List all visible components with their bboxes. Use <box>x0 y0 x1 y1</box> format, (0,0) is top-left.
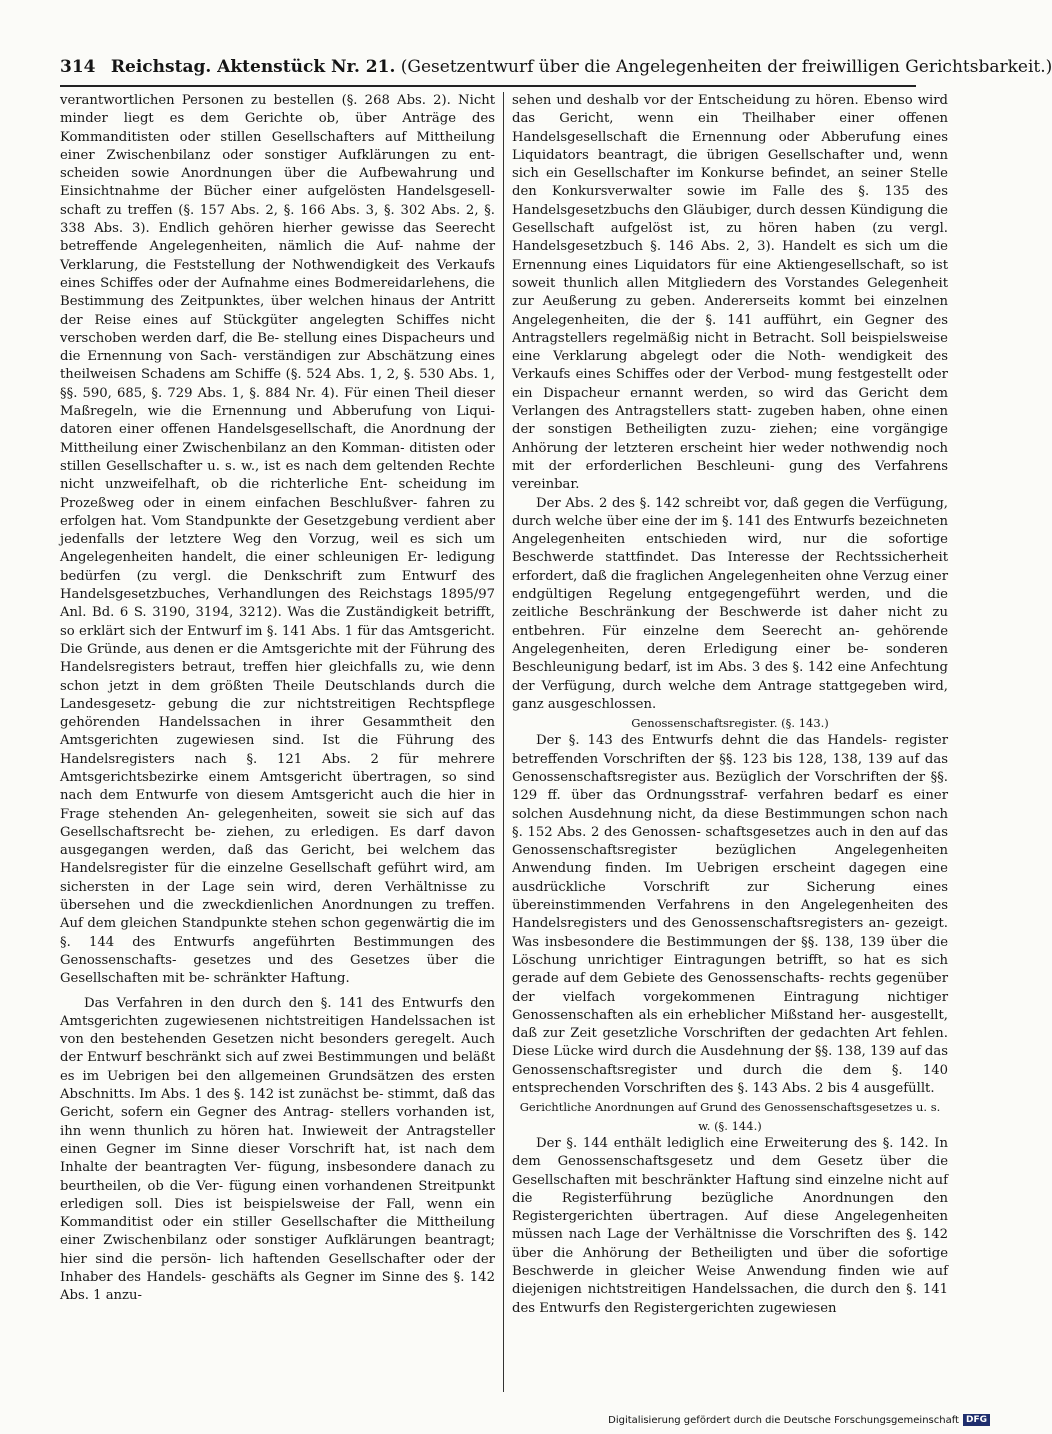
running-title: Reichstag. Aktenstück Nr. 21. <box>110 57 396 77</box>
paragraph: verantwortlichen Personen zu bestellen (§. 268 Abs. 2). Nicht minder liegt es dem Gerichte ob, über Anträge des Kommanditisten oder stillen Gesellschafters auf Mittheilung einer Zwischenbilanz oder sonstiger Aufklärungen zu ent- scheiden sowie Anordnungen über die Aufbewahrung und Einsichtnahme der Bücher einer aufgelösten Handelsgesell- schaft zu treffen (§. 157 Abs. 2, §. 166 Abs. 3, §. 302 Abs. 2, §. 338 Abs. 3). Endlich gehören hierher gewisse das Seerecht betreffende Angelegenheiten, nämlich die Auf- nahme der Verklarung, die Feststellung der Nothwendigkeit des Verkaufs eines Schiffes oder der Aufnahme eines Bodmereidarlehens, die Bestimmung des Zeitpunktes, über welchen hinaus der Antritt der Reise eines auf Stückgüter angelegten Schiffes nicht verschoben werden darf, die Be- stellung eines Dispacheurs und die Ernennung von Sach- verständigen zur Abschätzung eines theilweisen Schadens am Schiffe (§. 524 Abs. 1, 2, §. 530 Abs. 1, §§. 590, 685, §. 729 Abs. 1, §. 884 Nr. 4). Für einen Theil dieser Maßregeln, wie die Ernennung und Abberufung von Liqui- datoren einer offenen Handelsgesellschaft, die Anordnung der Mittheilung einer Zwischenbilanz an den Komman- ditisten oder stillen Gesellschafter u. s. w., ist es nach dem geltenden Rechte nicht unzweifelhaft, ob die richterliche Ent- scheidung im Prozeßweg oder in einem einfachen Beschlußver- fahren zu erfolgen hat. Vom Standpunkte der Gesetzgebung verdient aber jedenfalls der letztere Weg den Vorzug, weil es sich um Angelegenheiten handelt, die einer schleunigen Er- ledigung bedürfen (zu vergl. die Denkschrift zum Entwurf des Handelsgesetzbuches, Verhandlungen des Reichstags 1895/97 Anl. Bd. 6 S. 3190, 3194, 3212). Was die Zuständigkeit betrifft, so erklärt sich der Entwurf im §. 141 Abs. 1 für das Amtsgericht. Die Gründe, aus denen er die Amtsgerichte mit der Führung des Handelsregisters betraut, treffen hier gleichfalls zu, wie denn schon jetzt in dem größten Theile Deutschlands durch die Landesgesetz- gebung die zur nichtstreitigen Rechtspflege gehörenden Handelssachen in ihrer Gesammtheit den Amtsgerichten zugewiesen sind. Ist die Führung des Handelsregisters nach §. 121 Abs. 2 für mehrere Amtsgerichtsbezirke einem Amtsgericht übertragen, so sind nach dem Entwurfe von diesem Amtsgericht auch die hier in Frage stehenden An- gelegenheiten, soweit sie sich auf das Gesellschaftsrecht be- ziehen, zu erledigen. Es darf davon ausgegangen werden, daß das Gericht, bei welchem das Handelsregister für die einzelne Gesellschaft geführt wird, am sichersten in der Lage sein wird, deren Verhältnisse zu übersehen und die zweckdienlichen Anordnungen zu treffen. Auf dem gleichen Standpunkte stehen schon gegenwärtig die im §. 144 des Entwurfs angeführten Bestimmungen des Genossenschafts- gesetzes und des Gesetzes über die Gesellschaften mit be- schränkter Haftung. <box>60 93 495 987</box>
column-divider <box>503 92 504 1392</box>
left-column <box>60 92 495 1407</box>
section-heading: Genossenschaftsregister. (§. 143.) <box>631 716 829 731</box>
right-column <box>512 92 948 1407</box>
paragraph: Der Abs. 2 des §. 142 schreibt vor, daß gegen die Verfügung, durch welche über eine der im §. 141 des Entwurfs bezeichneten Angelegenheiten entschieden wird, nur die sofortige Beschwerde stattfindet. Das Interesse der Rechtssicherheit erfordert, daß die fraglichen Angelegenheiten ohne Verzug einer endgültigen Regelung entgegengeführt werden, und die zeitliche Beschränkung der Beschwerde ist daher nicht zu entbehren. Für einzelne dem Seerecht an- gehörende Angelegenheiten, deren Erledigung einer be- sonderen Beschleunigung bedarf, ist im Abs. 3 des §. 142 eine Anfechtung der Verfügung, durch welche dem Antrage stattgegeben wird, ganz ausgeschlossen. <box>512 495 948 712</box>
page-number: 314 <box>60 57 96 77</box>
paragraph: Der §. 143 des Entwurfs dehnt die das Handels- register betreffenden Vorschriften der §§. 123 bis 128, 138, 139 auf das Genossenschaftsregister aus. Bezüglich der Vorschriften der §§. 129 ff. über das Ordnungsstraf- verfahren bedarf es einer solchen Ausdehnung nicht, da diese Bestimmungen schon nach §. 152 Abs. 2 des Genossen- schaftsgesetzes auch in den auf das Genossenschaftsregister bezüglichen Angelegenheiten Anwendung finden. Im Uebrigen erscheint dagegen eine ausdrückliche Vorschrift zur Sicherung eines übereinstimmenden Verfahrens in den Angelegenheiten des Handelsregisters und des Genossenschaftsregisters an- gezeigt. Was insbesondere die Bestimmungen der §§. 138, 139 über die Löschung unrichtiger Eintragungen betrifft, so hat es sich gerade auf dem Gebiete des Genossenschafts- rechts gegenüber der vielfach vorgekommenen Eintragung nichtiger Genossenschaften als ein erheblicher Mißstand her- ausgestellt, daß zur Zeit gesetzliche Vorschriften der gedachten Art fehlen. Diese Lücke wird durch die Ausdehnung der §§. 138, 139 auf das Genossenschaftsregister und durch die dem §. 140 entsprechenden Vorschriften des §. 143 Abs. 2 bis 4 ausgefüllt. <box>512 733 948 1097</box>
paragraph: Der §. 144 enthält lediglich eine Erweiterung des §. 142. In dem Genossenschaftsgesetz und dem Gesetz über die Gesellschaften mit beschränkter Haftung sind einzelne nicht auf die Registerführung bezügliche Anordnungen den Registergerichten übertragen. Auf diese Angelegenheiten müssen nach Lage der Verhältnisse die Vorschriften des §. 142 über die Anhörung der Betheiligten und über die sofortige Beschwerde in gleicher Weise Anwendung finden wie auf diejenigen nichtstreitigen Handelssachen, die durch den §. 141 des Entwurfs den Registergerichten zugewiesen <box>512 1135 948 1316</box>
digitization-footer <box>608 1414 990 1426</box>
page-header <box>60 57 1052 87</box>
section-heading: Gerichtliche Anordnungen auf Grund des Genossenschaftsgesetzes u. s. w. (§. 144.) <box>519 1100 941 1133</box>
dfg-logo: DFG <box>963 1414 990 1426</box>
paragraph: sehen und deshalb vor der Entscheidung zu hören. Ebenso wird das Gericht, wenn ein Theilhaber einer offenen Handelsgesellschaft die Ernennung oder Abberufung eines Liquidators beantragt, die übrigen Gesellschafter und, wenn sich ein Gesellschafter im Konkurse befindet, an seiner Stelle den Konkursverwalter sowie im Falle des §. 135 des Handelsgesetzbuchs den Gläubiger, durch dessen Kündigung die Gesellschaft aufgelöst ist, zu hören haben (zu vergl. Handelsgesetzbuch §. 146 Abs. 2, 3). Handelt es sich um die Ernennung eines Liquidators für eine Aktiengesellschaft, so ist soweit thunlich allen Mitgliedern des Vorstandes Gelegenheit zur Aeußerung zu geben. Andererseits kommt bei einzelnen Angelegenheiten, die der §. 141 aufführt, ein Gegner des Antragstellers regelmäßig nicht in Betracht. Soll beispielsweise eine Verklarung abgelegt oder die Noth- wendigkeit des Verkaufs eines Schiffes oder der Verbod- mung festgestellt oder ein Dispacheur ernannt werden, so wird das Gericht dem Verlangen des Antragstellers statt- zugeben haben, ohne einen der sonstigen Betheiligten zuzu- ziehen; eine vorgängige Anhörung der letzteren erscheint hier weder nothwendig noch mit der erforderlichen Beschleuni- gung des Verfahrens vereinbar. <box>512 93 948 493</box>
paragraph: Das Verfahren in den durch den §. 141 des Entwurfs den Amtsgerichten zugewiesenen nichtstreitigen Handelssachen ist von den bestehenden Gesetzen nicht besonders geregelt. Auch der Entwurf beschränkt sich auf zwei Bestimmungen und beläßt es im Uebrigen bei den allgemeinen Grundsätzen des ersten Abschnitts. Im Abs. 1 des §. 142 ist zunächst be- stimmt, daß das Gericht, sofern ein Gegner des Antrag- stellers vorhanden ist, ihn wenn thunlich zu hören hat. Inwieweit der Antragsteller einen Gegner im Sinne dieser Vorschrift hat, ist nach dem Inhalte der beantragten Ver- fügung, insbesondere danach zu beurtheilen, ob die Ver- fügung einen vorhandenen Streitpunkt erledigen soll. Dies ist beispielsweise der Fall, wenn ein Kommanditist oder ein stiller Gesellschafter die Mittheilung einer Zwischenbilanz oder sonstiger Aufklärungen beantragt; hier sind die persön- lich haftenden Gesellschafter oder der Inhaber des Handels- geschäfts als Gegner im Sinne des §. 142 Abs. 1 anzu- <box>60 995 495 1304</box>
running-subtitle: (Gesetzentwurf über die Angelegenheiten der freiwilligen Gerichtsbarkeit.) <box>400 57 1052 77</box>
footer-credit: Digitalisierung gefördert durch die Deutsche Forschungsgemeinschaft <box>608 1414 959 1426</box>
